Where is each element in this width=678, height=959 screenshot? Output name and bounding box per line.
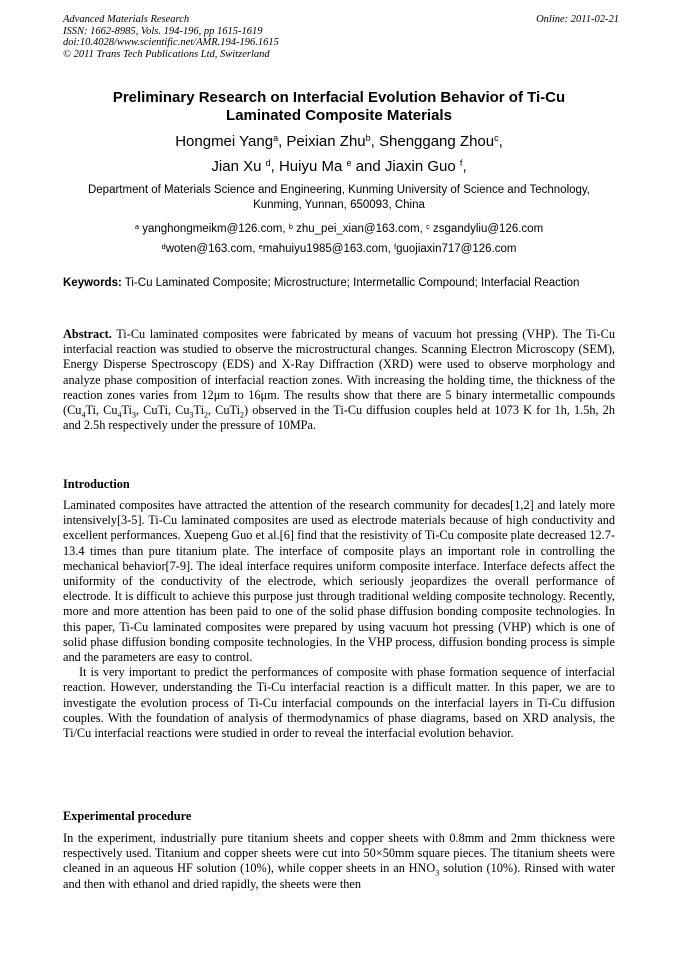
experimental-heading: Experimental procedure bbox=[63, 809, 192, 823]
email-line-1 bbox=[63, 219, 615, 239]
author-name: Jian Xu bbox=[211, 158, 266, 175]
subscript: 2 bbox=[240, 410, 245, 420]
journal-header bbox=[63, 14, 619, 60]
keywords-text: Ti-Cu Laminated Composite; Microstructure; Intermetallic Compound; Interfacial Reaction bbox=[121, 277, 580, 289]
author-name: Peixian Zhu bbox=[286, 133, 366, 150]
abstract-text: ) observed in the Ti-Cu diffusion couples held at 1073 K for 1h, 1.5h, 2h and 2.5h respectively under the pressure of 10MPa. bbox=[63, 403, 615, 433]
journal-name: Advanced Materials Research bbox=[63, 14, 190, 25]
subscript: 3 bbox=[131, 410, 136, 420]
subscript: 3 bbox=[189, 410, 194, 420]
experimental-section bbox=[63, 831, 615, 892]
author-line-1 bbox=[63, 129, 615, 154]
issn-line: ISSN: 1662-8985, Vols. 194-196, pp 1615-1619 bbox=[63, 25, 263, 37]
email-address: yanghongmeikm@126.com, bbox=[139, 223, 289, 235]
email-line-2 bbox=[63, 239, 615, 259]
abstract-text: Ti-Cu laminated composites were fabricated by means of vacuum hot pressing (VHP). The Ti-Cu interfacial reaction was studied to observe the microstructural changes. Scanning Electron Microscopy (SEM), Energy Disperse Spectroscopy (EDS) and X-Ray Diffraction (XRD) were used to observe morphology and analyze phase composition of interfacial reaction zones. With increasing the holding time, the thickness of the reaction zones varies from 12μm to 16μm. The results show that there are 5 binary intermetallic compounds (Cu bbox=[63, 327, 615, 418]
author-separator: , bbox=[370, 133, 379, 150]
title-line-1: Preliminary Research on Interfacial Evolution Behavior of Ti-Cu bbox=[112, 89, 566, 106]
author-separator: and bbox=[351, 158, 385, 175]
author-separator: , bbox=[278, 133, 287, 150]
email-mark: a bbox=[134, 222, 139, 231]
experimental-text: solution (10%). Rinsed with water and then with ethanol and dried rapidly, the sheets were then bbox=[63, 861, 615, 891]
author-separator: , bbox=[498, 133, 503, 150]
email-list bbox=[63, 219, 615, 259]
email-address: woten@163.com, bbox=[165, 243, 259, 255]
affiliation-line-2: Kunming, Yunnan, 650093, China bbox=[253, 199, 425, 211]
introduction-section bbox=[63, 498, 615, 741]
subscript: 4 bbox=[81, 410, 86, 420]
author-mark: b bbox=[365, 133, 371, 143]
abstract-text: Ti, Cu bbox=[85, 403, 118, 418]
author-mark: a bbox=[273, 133, 279, 143]
paper-title bbox=[63, 89, 615, 125]
email-mark: c bbox=[426, 222, 430, 231]
author-mark: e bbox=[346, 158, 352, 168]
subscript: 4 bbox=[117, 410, 122, 420]
subscript: 3 bbox=[435, 868, 440, 878]
keywords-block bbox=[63, 276, 615, 290]
abstract-text: Ti bbox=[193, 403, 204, 418]
title-line-2: Laminated Composite Materials bbox=[226, 107, 452, 124]
author-name: Huiyu Ma bbox=[278, 158, 347, 175]
copyright-line: © 2011 Trans Tech Publications Ltd, Switzerland bbox=[63, 48, 270, 60]
email-mark: e bbox=[258, 242, 263, 251]
abstract bbox=[63, 327, 615, 433]
doi-line: doi:10.4028/www.scientific.net/AMR.194-196.1615 bbox=[63, 37, 279, 49]
author-separator: , bbox=[462, 158, 467, 175]
email-address: zsgandyliu@126.com bbox=[429, 223, 544, 235]
author-name: Shenggang Zhou bbox=[379, 133, 495, 150]
introduction-heading: Introduction bbox=[63, 477, 130, 491]
email-mark: f bbox=[393, 242, 397, 251]
keywords-label: Keywords: bbox=[63, 277, 122, 289]
abstract-paragraph bbox=[63, 327, 615, 433]
introduction-paragraph-1: Laminated composites have attracted the attention of the research community for decades[1,2] and lately more intensively[3-5]. Ti-Cu laminated composites are used as electrode materials because of high conductivity and excellent performances. Xuepeng Guo et al.[6] find that the resistivity of Ti-Cu composite plate decreased 12.7-13.4 times than pure titanium plate. The interface of composite plays an important role in controlling the mechanical behavior[7-9]. The ideal interface requires uniform composite interface. Interface defects affect the uniformity of the conductivity of the electrode, which seriously jeopardizes the overall performance of electrode. It is difficult to achieve this purpose just through traditional welding composite technology. Recently, more and more attention has been paid to one of the solid phase diffusion bonding composite technologies. In this paper, Ti-Cu laminated composites were prepared by using vacuum hot pressing (VHP) which is one of solid phase diffusion bonding composite technologies. In the VHP process, diffusion bonding process is simple and the parameters are easy to control. bbox=[63, 498, 615, 665]
author-line-2 bbox=[63, 154, 615, 179]
email-address: guojiaxin717@126.com bbox=[396, 243, 517, 255]
abstract-label: Abstract. bbox=[63, 327, 112, 341]
email-address: zhu_pei_xian@163.com, bbox=[292, 223, 427, 235]
email-mark: d bbox=[161, 242, 166, 251]
affiliation bbox=[63, 183, 615, 213]
author-list bbox=[63, 129, 615, 179]
subscript: 2 bbox=[204, 410, 208, 420]
abstract-text: , CuTi, Cu bbox=[135, 403, 190, 418]
author-separator: , bbox=[270, 158, 279, 175]
abstract-text: , CuTi bbox=[208, 403, 241, 418]
introduction-paragraph-2: It is very important to predict the performances of composite with phase formation sequence of interfacial reaction. However, understanding the Ti-Cu interfacial reaction is a difficult matter. In this paper, we are to investigate the evolution process of Ti-Cu interfacial compounds on the interfacial layers in Ti-Cu diffusion couples. With the foundation of analysis of thermodynamics of phase diagrams, based on XRD analysis, the Ti/Cu interfacial reactions were studied in order to reveal the interfacial evolution behavior. bbox=[63, 665, 615, 741]
experimental-text: In the experiment, industrially pure titanium sheets and copper sheets with 0.8mm and 2mm thickness were respectively used. Titanium and copper sheets were cut into 50×50mm square pieces. The titanium sheets were cleaned in an aqueous HF solution (10%), while copper sheets in an HNO bbox=[63, 831, 615, 876]
author-mark: c bbox=[494, 133, 499, 143]
abstract-text: Ti bbox=[121, 403, 132, 418]
affiliation-line-1: Department of Materials Science and Engineering, Kunming University of Science and Technology, bbox=[87, 184, 591, 196]
experimental-paragraph bbox=[63, 831, 615, 892]
author-mark: f bbox=[459, 158, 463, 168]
online-date: Online: 2011-02-21 bbox=[536, 14, 619, 25]
author-mark: d bbox=[265, 158, 271, 168]
email-mark: b bbox=[288, 222, 293, 231]
author-name: Hongmei Yang bbox=[175, 133, 274, 150]
author-name: Jiaxin Guo bbox=[384, 158, 460, 175]
email-address: mahuiyu1985@163.com, bbox=[262, 243, 394, 255]
